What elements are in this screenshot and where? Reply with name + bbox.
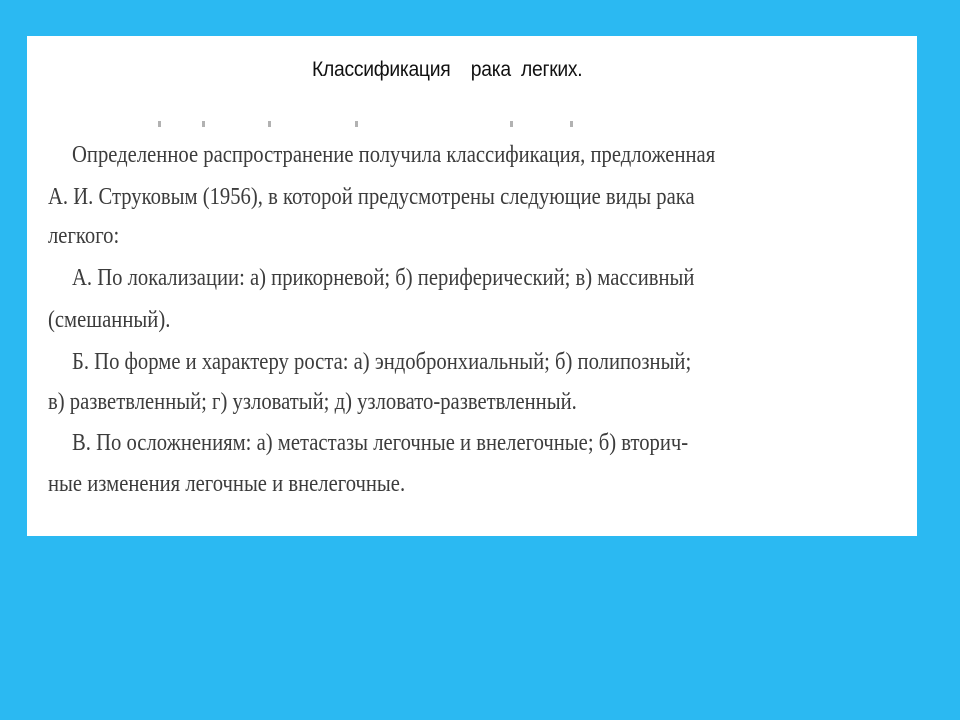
text-line: А. И. Струковым (1956), в которой предусмотрены следующие виды рака xyxy=(48,184,695,210)
text-line: легкого: xyxy=(48,223,120,249)
text-line: Определенное распространение получила классификация, предложенная xyxy=(72,142,716,168)
text-line: А. По локализации: а) прикорневой; б) периферический; в) массивный xyxy=(72,265,695,291)
slide-title: Классификация рака легких. xyxy=(312,58,583,81)
text-line: ные изменения легочные и внелегочные. xyxy=(48,471,406,497)
text-line: Б. По форме и характеру роста: а) эндобронхиальный; б) полипозный; xyxy=(72,349,692,375)
scan-artifacts xyxy=(150,121,600,131)
text-line: В. По осложнениям: а) метастазы легочные и внелегочные; б) вторич- xyxy=(72,430,689,456)
text-line: в) разветвленный; г) узловатый; д) узловато-разветвленный. xyxy=(48,389,577,415)
text-line: (смешанный). xyxy=(48,307,171,333)
